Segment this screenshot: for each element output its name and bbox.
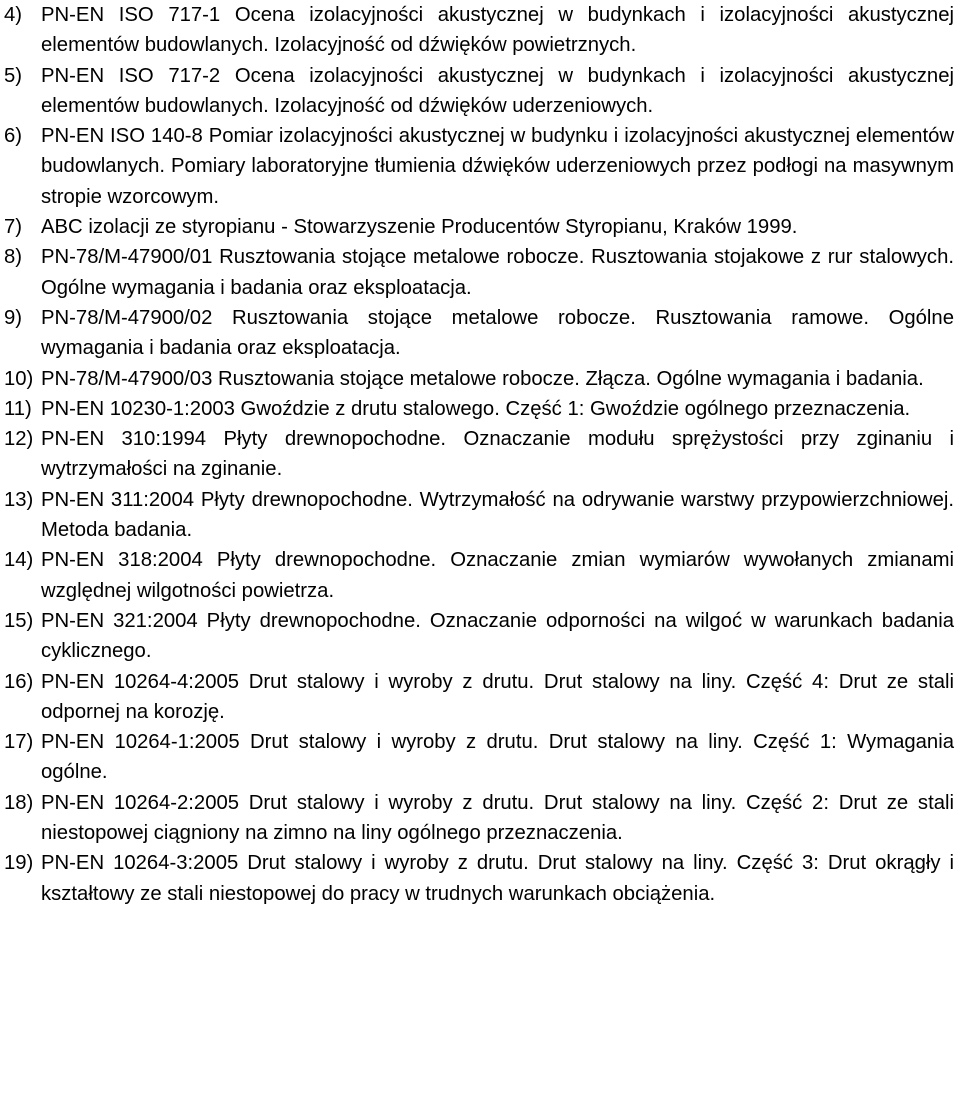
- item-number: 18): [4, 791, 34, 814]
- list-item: [4, 727, 954, 788]
- item-text: ABC izolacji ze styropianu - Stowarzyszenie Producentów Styropianu, Kraków 1999.: [41, 216, 798, 239]
- list-item: [4, 606, 954, 667]
- item-number: 12): [4, 428, 34, 451]
- item-number: 14): [4, 549, 34, 572]
- item-number: 7): [4, 216, 23, 239]
- item-number: 5): [4, 64, 23, 87]
- item-number: 8): [4, 246, 23, 269]
- list-item: [4, 788, 954, 849]
- list-item: [4, 424, 954, 485]
- item-number: 6): [4, 125, 23, 148]
- reference-list: [4, 0, 954, 909]
- item-number: 11): [4, 397, 32, 420]
- item-text: PN-78/M-47900/02 Rusztowania stojące metalowe robocze. Rusztowania ramowe. Ogólne wymagania i badania oraz eksploatacja.: [41, 306, 954, 360]
- item-number: 15): [4, 609, 34, 632]
- list-item: [4, 667, 954, 728]
- list-item: [4, 848, 954, 909]
- list-item: [4, 61, 954, 122]
- list-item: [4, 121, 954, 212]
- item-text: PN-EN 10264-2:2005 Drut stalowy i wyroby z drutu. Drut stalowy na liny. Część 2: Drut ze stali niestopowej ciągniony na zimno na liny ogólnego przeznaczenia.: [41, 791, 954, 845]
- item-text: PN-EN 318:2004 Płyty drewnopochodne. Oznaczanie zmian wymiarów wywołanych zmianami względnej wilgotności powietrza.: [41, 549, 954, 602]
- item-text: PN-EN ISO 717-2 Ocena izolacyjności akustycznej w budynkach i izolacyjności akustycznej elementów budowlanych. Izolacyjność od dźwięków uderzeniowych.: [41, 64, 954, 117]
- list-item: [4, 545, 954, 606]
- item-number: 10): [4, 367, 34, 390]
- item-number: 17): [4, 731, 34, 754]
- item-text: PN-EN 10264-1:2005 Drut stalowy i wyroby z drutu. Drut stalowy na liny. Część 1: Wymagania ogólne.: [41, 731, 954, 784]
- list-item: [4, 485, 954, 546]
- item-text: PN-EN 10230-1:2003 Gwoździe z drutu stalowego. Część 1: Gwoździe ogólnego przeznaczenia.: [41, 397, 911, 420]
- item-number: 4): [4, 4, 23, 26]
- item-text: PN-EN 321:2004 Płyty drewnopochodne. Oznaczanie odporności na wilgoć w warunkach badania cyklicznego.: [41, 609, 954, 663]
- list-item: [4, 394, 954, 424]
- item-number: 19): [4, 852, 34, 875]
- item-text: PN-EN ISO 717-1 Ocena izolacyjności akustycznej w budynkach i izolacyjności akustycznej elementów budowlanych. Izolacyjność od dźwięków powietrznych.: [41, 4, 954, 57]
- list-item: [4, 364, 954, 394]
- item-text: PN-EN 10264-4:2005 Drut stalowy i wyroby z drutu. Drut stalowy na liny. Część 4: Drut ze stali odpornej na korozję.: [41, 670, 954, 723]
- item-text: PN-EN ISO 140-8 Pomiar izolacyjności akustycznej w budynku i izolacyjności akustycznej elementów budowlanych. Pomiary laboratoryjne tłumienia dźwięków uderzeniowych przez podłogi na masywnym stropie wzorcowym.: [41, 125, 954, 208]
- list-item: [4, 242, 954, 303]
- item-text: PN-EN 311:2004 Płyty drewnopochodne. Wytrzymałość na odrywanie warstwy przypowierzchniowej. Metoda badania.: [41, 488, 954, 542]
- item-text: PN-78/M-47900/01 Rusztowania stojące metalowe robocze. Rusztowania stojakowe z rur stalowych. Ogólne wymagania i badania oraz eksploatacja.: [41, 246, 954, 299]
- item-number: 9): [4, 306, 23, 329]
- item-text: PN-EN 310:1994 Płyty drewnopochodne. Oznaczanie modułu sprężystości przy zginaniu i wytrzymałości na zginanie.: [41, 428, 954, 481]
- list-item: [4, 303, 954, 364]
- list-item: [4, 0, 954, 61]
- item-number: 16): [4, 670, 34, 693]
- item-text: PN-78/M-47900/03 Rusztowania stojące metalowe robocze. Złącza. Ogólne wymagania i badania.: [41, 367, 924, 390]
- list-item: [4, 212, 954, 242]
- item-text: PN-EN 10264-3:2005 Drut stalowy i wyroby z drutu. Drut stalowy na liny. Część 3: Drut okrągły i kształtowy ze stali niestopowej do pracy w trudnych warunkach obciążenia.: [41, 852, 954, 905]
- item-number: 13): [4, 488, 34, 511]
